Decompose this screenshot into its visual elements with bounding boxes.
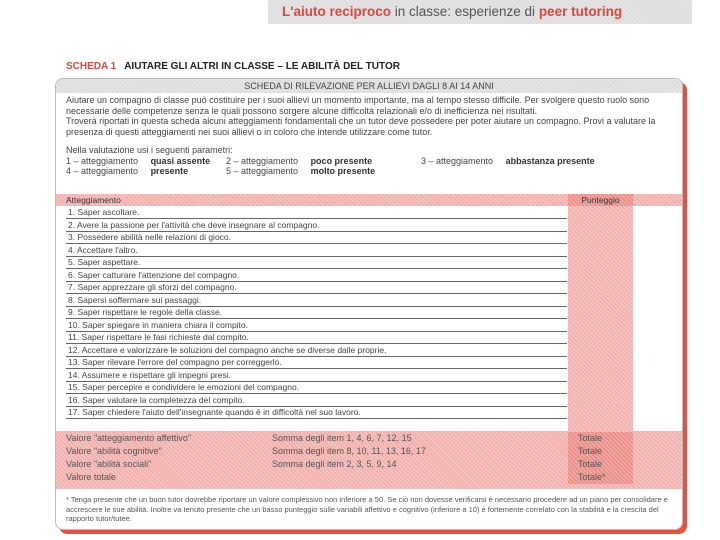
table-row	[56, 356, 682, 369]
attitude-item: 5. Saper aspettare.	[66, 256, 567, 269]
summary-label: Valore "abilità sociali"	[66, 459, 152, 469]
attitude-item: 1. Saper ascoltare.	[66, 206, 567, 219]
param-label: 4 – atteggiamento	[66, 166, 141, 176]
attitude-item: 6. Saper catturare l'attenzione del compagno.	[66, 269, 567, 282]
score-cell[interactable]	[568, 306, 633, 319]
score-cell[interactable]	[568, 281, 633, 294]
table-row	[56, 206, 682, 219]
table-row	[56, 231, 682, 244]
table-row	[56, 331, 682, 344]
page-header-band	[268, 0, 692, 24]
score-cell[interactable]	[568, 394, 633, 407]
score-cell[interactable]	[568, 244, 633, 257]
table-row	[56, 269, 682, 282]
table-row	[56, 219, 682, 232]
summary-row	[56, 458, 682, 470]
parameters-intro: Nella valutazione usi i seguenti parametri:	[66, 145, 233, 155]
attitude-item: 4. Accettare l'altro.	[66, 244, 567, 257]
param-label: 1 – atteggiamento	[66, 155, 141, 166]
intro-paragraph-2: Troverà riportati in questa scheda alcuni atteggiamenti fondamentali che un tutor deve possedere per poter aiutare un compagno. Provi a valutare la presenza di questi atteggiamenti nei suoi allievi o in coloro che intende utilizzare come tutor.	[66, 116, 656, 137]
column-header-attitude: Atteggiamento	[66, 195, 121, 205]
summary-total[interactable]: Totale*	[568, 471, 633, 484]
header-title-bold-2: peer tutoring	[538, 4, 623, 19]
score-cell[interactable]	[568, 344, 633, 357]
assessment-form	[55, 78, 683, 530]
table-row	[56, 244, 682, 257]
summary-row	[56, 471, 682, 483]
param-label: 3 – atteggiamento	[421, 155, 496, 166]
table-row	[56, 394, 682, 407]
summary-row	[56, 432, 682, 444]
table-row	[56, 256, 682, 269]
attitude-item: 7. Saper apprezzare gli sforzi del compagno.	[66, 281, 567, 294]
column-header-score: Punteggio	[568, 194, 633, 206]
attitude-item: 15. Saper percepire e condividere le emozioni del compagno.	[66, 381, 567, 394]
table-header	[56, 194, 682, 206]
score-cell[interactable]	[568, 219, 633, 232]
header-title-bold: L'aiuto reciproco	[282, 4, 391, 19]
section-heading: AIUTARE GLI ALTRI IN CLASSE – LE ABILITÀ DEL TUTOR	[124, 61, 400, 72]
score-cell[interactable]	[568, 356, 633, 369]
footnote: * Tenga presente che un buon tutor dovrebbe riportare un valore complessivo non inferiore a 50. Se ciò non dovesse verificarsi è necessario procedere ad un piano per consolidare e accrescere le sue abilità. Inoltre va tenuto presente che un basso punteggio sulle variabili affettivo e cognitivo (inferiore a 10) è fortemente correlato con la stabilità e la crescita del rapporto tutor/tutee.	[66, 495, 668, 523]
score-cell[interactable]	[568, 369, 633, 382]
score-cell[interactable]	[568, 256, 633, 269]
table-row	[56, 369, 682, 382]
score-column-tail	[568, 419, 633, 431]
score-cell[interactable]	[568, 294, 633, 307]
score-cell[interactable]	[568, 269, 633, 282]
header-title-mid: in classe: esperienze di	[390, 4, 539, 19]
summary-items: Somma degli item 8, 10, 11, 13, 16, 17	[272, 446, 426, 456]
param-value: poco presente	[310, 155, 373, 166]
table-row	[56, 344, 682, 357]
summary-section	[56, 431, 682, 489]
param-value: molto presente	[310, 166, 376, 176]
attitude-item: 3. Possedere abilità nelle relazioni di gioco.	[66, 231, 567, 244]
score-cell[interactable]	[568, 381, 633, 394]
summary-total[interactable]: Totale	[568, 458, 633, 471]
param-label: 2 – atteggiamento	[226, 155, 301, 166]
attitude-item: 8. Sapersi soffermare sui passaggi.	[66, 294, 567, 307]
section-title	[66, 61, 400, 72]
table-row	[56, 381, 682, 394]
summary-label: Valore "atteggiamento affettivo"	[66, 433, 192, 443]
summary-total[interactable]: Totale	[568, 432, 633, 445]
table-row	[56, 319, 682, 332]
summary-items: Somma degli item 2, 3, 5, 9, 14	[272, 459, 397, 469]
attitude-item: 10. Saper spiegare in maniera chiara il compito.	[66, 319, 567, 332]
attitude-list	[56, 206, 682, 419]
table-row	[56, 294, 682, 307]
intro-paragraph-1: Aiutare un compagno di classe può costituire per i suoi allievi un momento importante, ma al tempo stesso difficile. Per svolgere questo ruolo sono necessarie delle competenze senza le quali possono sorgere alcune difficoltà relazionali e/o di inefficienza nei risultati.	[66, 95, 650, 116]
attitude-item: 14. Assumere e rispettare gli impegni presi.	[66, 369, 567, 382]
section-number: SCHEDA 1	[66, 61, 117, 72]
score-cell[interactable]	[568, 231, 633, 244]
summary-label: Valore "abilità cognitive"	[66, 446, 162, 456]
attitude-item: 12. Accettare e valorizzare le soluzioni del compagno anche se diverse dalle proprie.	[66, 344, 567, 357]
summary-row	[56, 445, 682, 457]
score-cell[interactable]	[568, 406, 633, 419]
param-value: quasi assente	[150, 155, 211, 166]
table-row	[56, 406, 682, 419]
table-row	[56, 281, 682, 294]
attitude-item: 2. Avere la passione per l'attività che deve insegnare al compagno.	[66, 219, 567, 232]
attitude-item: 13. Saper rilevare l'errore del compagno per correggerlo.	[66, 356, 567, 369]
param-value: presente	[150, 166, 189, 176]
attitude-item: 11. Saper rispettare le fasi richieste dal compito.	[66, 331, 567, 344]
attitude-item: 17. Saper chiedere l'aiuto dell'insegnante quando è in difficoltà nel suo lavoro.	[66, 406, 567, 419]
param-value: abbastanza presente	[505, 155, 595, 166]
score-cell[interactable]	[568, 319, 633, 332]
summary-total[interactable]: Totale	[568, 445, 633, 458]
parameters	[56, 137, 682, 177]
score-cell[interactable]	[568, 331, 633, 344]
form-subtitle: SCHEDA DI RILEVAZIONE PER ALLIEVI DAGLI 8 AI 14 ANNI	[56, 79, 682, 93]
table-row	[56, 306, 682, 319]
summary-label: Valore totale	[66, 472, 116, 482]
score-cell[interactable]	[568, 206, 633, 219]
attitude-item: 16. Saper valutare la completezza del compito.	[66, 394, 567, 407]
attitude-item: 9. Saper rispettare le regole della classe.	[66, 306, 567, 319]
summary-items: Somma degli item 1, 4, 6, 7, 12, 15	[272, 433, 412, 443]
param-label: 5 – atteggiamento	[226, 166, 301, 176]
